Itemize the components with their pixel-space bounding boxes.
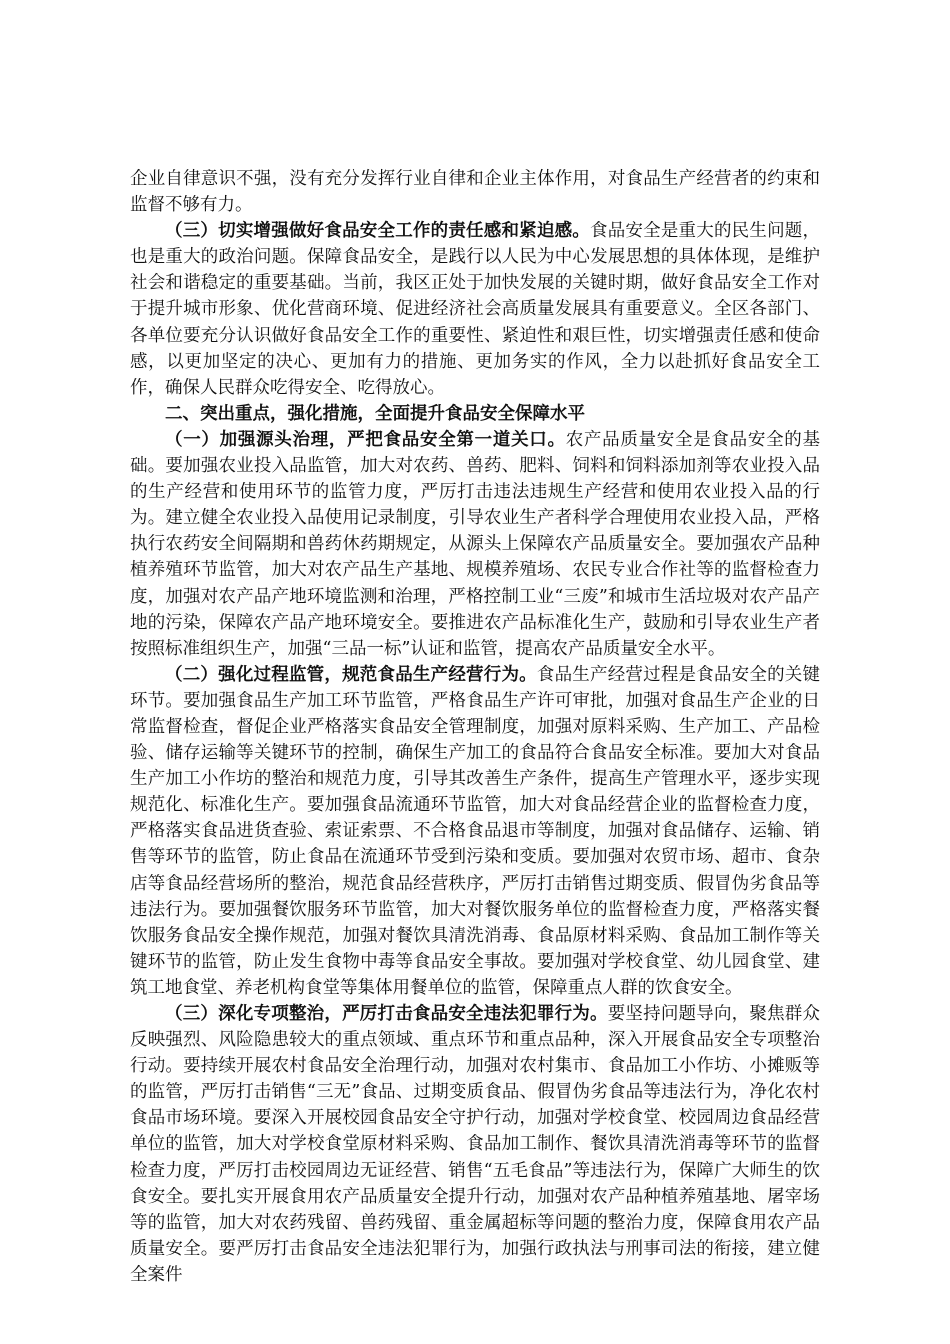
paragraph-process-supervision-body: 食品生产经营过程是食品安全的关键环节。要加强食品生产加工环节监管，严格食品生产许可审批，加强对食品生产企业的日常监督检查，督促企业严格落实食品安全管理制度，加强对原料采购、生产加工、产品检验、储存运输等关键环节的控制，确保生产加工的食品符合食品安全标准。要加大对食品生产加工小作坊的整治和规范力度，引导其改善生产条件，提高生产管理水平，逐步实现规范化、标准化生产。要加强食品流通环节监管，加大对食品经营企业的监督检查力度，严格落实食品进货查验、索证索票、不合格食品退市等制度，加强对食品储存、运输、销售等环节的监管，防止食品在流通环节受到污染和变质。要加强对农贸市场、超市、食杂店等食品经营场所的整治，规范食品经营秩序，严厉打击销售过期变质、假冒伪劣食品等违法行为。要加强餐饮服务环节监管，加大对餐饮服务单位的监督检查力度，严格落实餐饮服务食品安全操作规范，加强对餐饮具清洗消毒、食品原材料采购、食品加工制作等关键环节的监管，防止发生食物中毒等食品安全事故。要加强对学校食堂、幼儿园食堂、建筑工地食堂、养老机构食堂等集体用餐单位的监管，保障重点人群的饮食安全。 [130, 664, 820, 998]
paragraph-responsibility-body: 食品安全是重大的民生问题，也是重大的政治问题。保障食品安全，是践行以人民为中心发展思想的具体体现，是维护社会和谐稳定的重要基础。当前，我区正处于加快发展的关键时期，做好食品安全工作对于提升城市形象、优化营商环境、促进经济社会高质量发展具有重要意义。全区各部门、各单位要充分认识做好食品安全工作的重要性、紧迫性和艰巨性，切实增强责任感和使命感，以更加坚定的决心、更加有力的措施、更加务实的作风，全力以赴抓好食品安全工作，确保人民群众吃得安全、吃得放心。 [130, 221, 820, 398]
paragraph-special-rectification-title: （三）深化专项整治，严厉打击食品安全违法犯罪行为。 [165, 1004, 608, 1024]
paragraph-source-governance-title: （一）加强源头治理，严把食品安全第一道关口。 [165, 429, 566, 450]
paragraph-process-supervision-title: （二）强化过程监管，规范食品生产经营行为。 [165, 664, 537, 685]
paragraph-continuation-text: 企业自律意识不强，没有充分发挥行业自律和企业主体作用，对食品生产经营者的约束和监督不够有力。 [130, 169, 820, 216]
paragraph-source-governance [130, 427, 820, 662]
paragraph-continuation [130, 166, 820, 218]
paragraph-special-rectification-body: 要坚持问题导向，聚焦群众反映强烈、风险隐患较大的重点领域、重点环节和重点品种，深入开展食品安全专项整治行动。要持续开展农村食品安全治理行动，加强对农村集市、食品加工小作坊、小摊贩等的监管，严厉打击销售“三无”食品、过期变质食品、假冒伪劣食品等违法行为，净化农村食品市场环境。要深入开展校园食品安全守护行动，加强对学校食堂、校园周边食品经营单位的监管，加大对学校食堂原材料采购、食品加工制作、餐饮具清洗消毒等环节的监督检查力度，严厉打击校园周边无证经营、销售“五毛食品”等违法行为，保障广大师生的饮食安全。要扎实开展食用农产品质量安全提升行动，加强对农产品种植养殖基地、屠宰场等的监管，加大对农药残留、兽药残留、重金属超标等问题的整治力度，保障食用农产品质量安全。要严厉打击食品安全违法犯罪行为，加强行政执法与刑事司法的衔接，建立健全案件 [130, 1004, 821, 1285]
paragraph-process-supervision [130, 662, 820, 1001]
paragraph-responsibility [130, 218, 820, 401]
paragraph-source-governance-body: 农产品质量安全是食品安全的基础。要加强农业投入品监管，加大对农药、兽药、肥料、饲料和饲料添加剂等农业投入品的生产经营和使用环节的监管力度，严厉打击违法违规生产经营和使用农业投入品的行为。建立健全农业投入品使用记录制度，引导农业生产者科学合理使用农业投入品，严格执行农药安全间隔期和兽药休药期规定，从源头上保障农产品质量安全。要加强农产品种植养殖环节监管，加大对农产品生产基地、规模养殖场、农民专业合作社等的监督检查力度，加强对农产品产地环境监测和治理，严格控制工业“三废”和城市生活垃圾对农产品产地的污染，保障农产品产地环境安全。要推进农产品标准化生产，鼓励和引导农业生产者按照标准组织生产，加强“三品一标”认证和监管，提高农产品质量安全水平。 [130, 429, 821, 659]
document-page [130, 166, 820, 1288]
section-heading-2: 二、突出重点，强化措施，全面提升食品安全保障水平 [165, 403, 585, 424]
paragraph-responsibility-title: （三）切实增强做好食品安全工作的责任感和紧迫感。 [165, 221, 590, 242]
paragraph-special-rectification [130, 1001, 820, 1288]
